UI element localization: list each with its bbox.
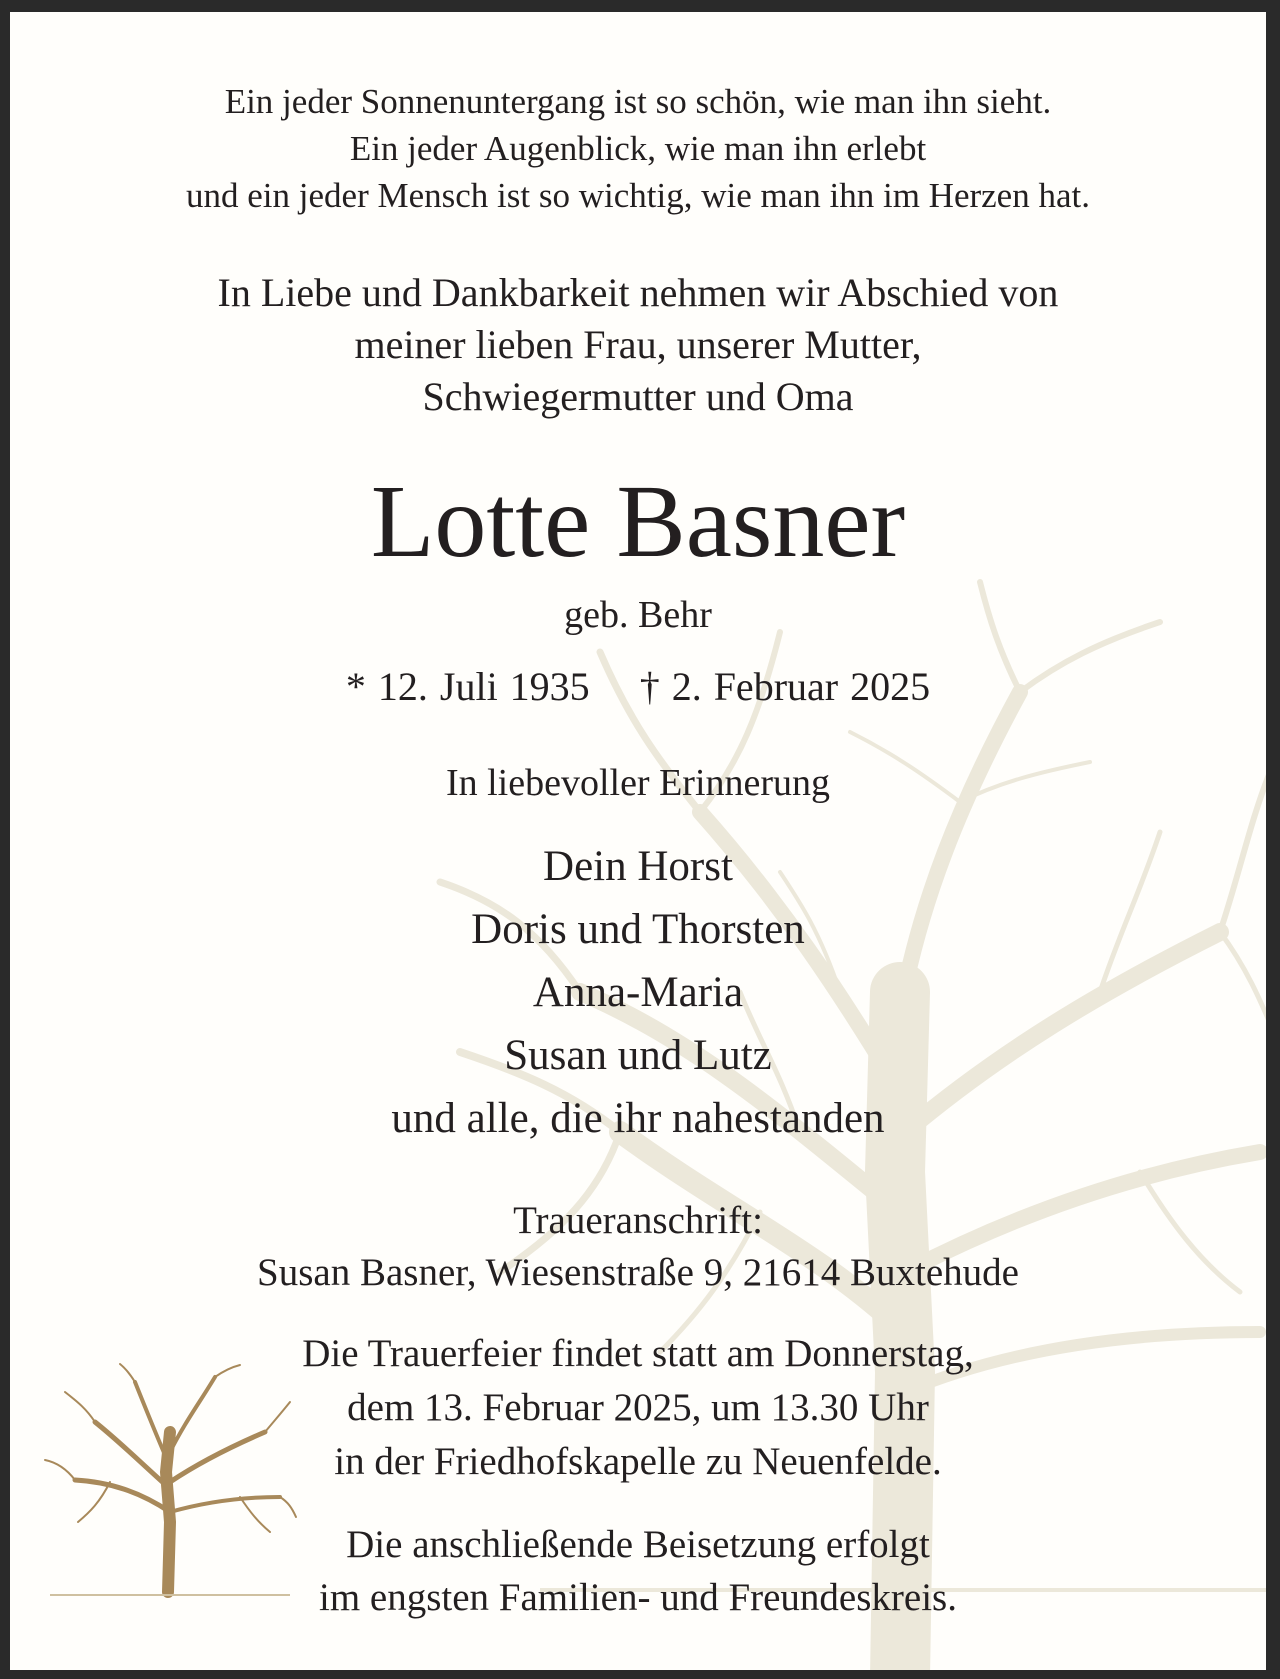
mourner-line: Susan und Lutz (504, 1032, 772, 1079)
address-text: Susan Basner, Wiesenstraße 9, 21614 Buxtehude (257, 1251, 1019, 1294)
intro-line: Schwiegermutter und Oma (422, 374, 854, 419)
burial-line: Die anschließende Beisetzung erfolgt (346, 1523, 930, 1566)
bottom-rule (20, 1673, 1276, 1675)
mourner-line: Anna-Maria (532, 969, 744, 1016)
life-dates (10, 663, 1266, 710)
mourner-line: Doris und Thorsten (471, 906, 805, 953)
motto-line: Ein jeder Sonnenuntergang ist so schön, wie man ihn sieht. (224, 82, 1052, 121)
memory-line: In liebevoller Erinnerung (445, 762, 831, 804)
death-date: † 2. Februar 2025 (639, 664, 931, 709)
mourner-line: Dein Horst (543, 843, 733, 890)
ceremony-line: dem 13. Februar 2025, um 13.30 Uhr (347, 1386, 929, 1429)
motto-line: und ein jeder Mensch ist so wichtig, wie man ihn im Herzen hat. (186, 176, 1090, 215)
ceremony-line: Die Trauerfeier findet statt am Donnerstag, (302, 1332, 974, 1375)
deceased-name: Lotte Basner (370, 464, 906, 579)
mourner-line: und alle, die ihr nahestanden (391, 1095, 885, 1142)
motto-line: Ein jeder Augenblick, wie man ihn erlebt (349, 129, 927, 168)
birth-name: geb. Behr (564, 594, 712, 636)
address-label: Traueranschrift: (513, 1199, 763, 1242)
birth-date: * 12. Juli 1935 (345, 664, 590, 709)
burial-line: im engsten Familien- und Freundeskreis. (319, 1576, 957, 1619)
intro-line: meiner lieben Frau, unserer Mutter, (354, 322, 922, 367)
ceremony-line: in der Friedhofskapelle zu Neuenfelde. (334, 1440, 942, 1483)
intro-line: In Liebe und Dankbarkeit nehmen wir Abschied von (217, 270, 1059, 315)
